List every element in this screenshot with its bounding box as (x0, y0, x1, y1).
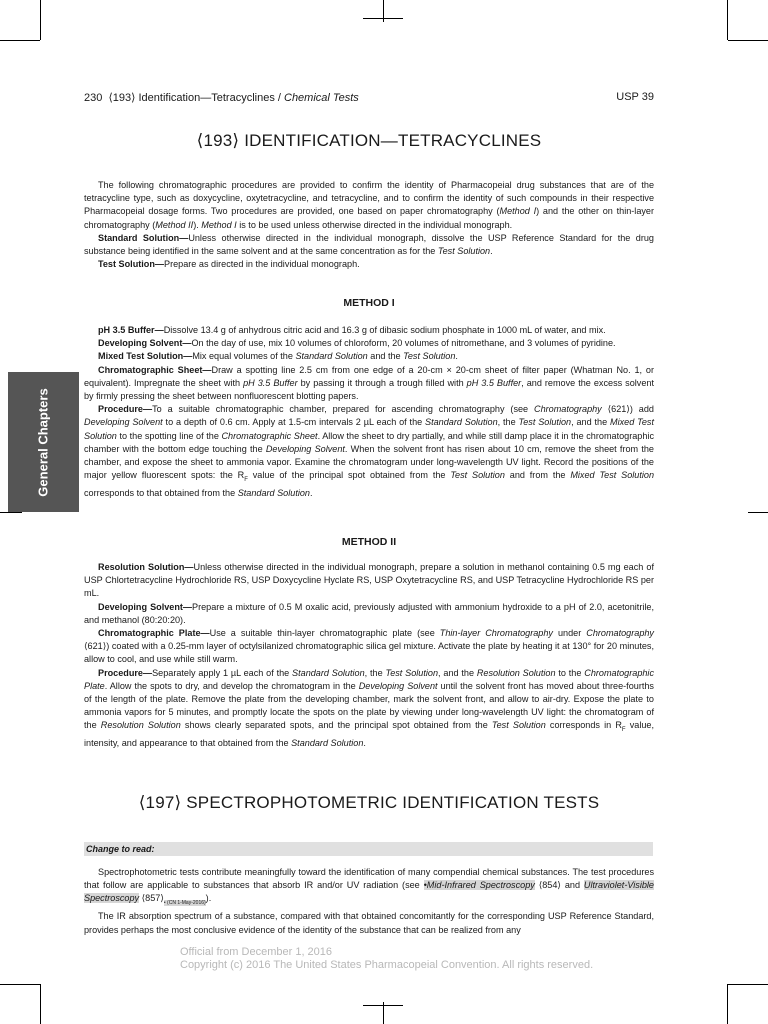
text: corresponds to that obtained from the (84, 488, 238, 499)
chapter-title: ⟨197⟩ SPECTROPHOTOMETRIC IDENTIFICATION TESTS (138, 793, 600, 812)
text: pH 3.5 Buffer (466, 377, 522, 388)
text: corresponds in R (545, 720, 622, 731)
text: is to be used unless otherwise directed in the individual monograph. (236, 219, 513, 230)
crop-mark (40, 984, 41, 1024)
standard-solution-paragraph (84, 232, 654, 258)
term-label: Chromatographic Plate— (98, 628, 210, 639)
test-solution-paragraph (84, 258, 654, 271)
text: Test Solution (403, 351, 456, 362)
text: Prepare a mixture of 0.5 M oxalic acid, previously adjusted with ammonium hydroxide to a pH of 2.0, acetonitrile, and methanol (80:20:20). (84, 601, 654, 625)
chapter-title: ⟨193⟩ IDENTIFICATION—TETRACYCLINES (196, 131, 542, 150)
change-notice: Change to read: (84, 842, 653, 856)
text: Resolution Solution (476, 667, 556, 678)
text: ). (193, 219, 202, 230)
text: to the (555, 667, 585, 678)
text: Developing Solvent (84, 417, 163, 428)
text: Chromatography (534, 404, 602, 415)
crop-mark (363, 18, 403, 19)
text: until the solvent front has moved about three-fourths of the length of the plate. Remove the plate from the developing chamber, mark the solvent front, and allow to air-dry. Expose the plate to ammonia vapors for 5 minutes, and promptly locate the spots on the plate by viewing under long-wavelength UV light: the chromatogram of the (84, 680, 654, 731)
text: . Allow the spots to dry, and develop the chromatogram in the (104, 680, 359, 691)
running-head-left (84, 91, 359, 104)
text: On the day of use, mix 10 volumes of chloroform, 20 volumes of nitromethane, and 3 volumes of pyridine. (191, 338, 616, 349)
crop-mark (0, 40, 40, 41)
text: Use a suitable thin-layer chromatographic plate (see (209, 628, 440, 639)
running-head-chapter: ⟨193⟩ Identification—Tetracyclines / (108, 92, 281, 104)
text: Test Solution (450, 470, 505, 481)
text: value, intensity, and appearance to that obtained from the (84, 720, 655, 749)
crop-mark (728, 984, 768, 985)
text: ⟨854⟩ and (534, 880, 584, 891)
text: Method II (155, 219, 194, 230)
crop-mark (363, 1005, 403, 1006)
text: shows clearly separated spots, and the principal spot obtained from the (180, 720, 492, 731)
spectro-intro-paragraph (84, 866, 654, 910)
running-head (84, 91, 654, 104)
footer-line-official: Official from December 1, 2016 (180, 946, 333, 958)
text: and the (367, 351, 404, 362)
subscript: F (244, 477, 248, 484)
text: value of the principal spot obtained from the (247, 470, 451, 481)
highlighted-link[interactable]: Ultraviolet-Visible Spectroscopy (84, 880, 654, 904)
text: Mixed Test Solution (84, 417, 654, 441)
text: ⟨857⟩ (139, 893, 164, 904)
text: Standard Solution (425, 417, 498, 428)
crop-mark (728, 40, 768, 41)
resolution-solution-paragraph (84, 561, 654, 601)
text: Prepare as directed in the individual monograph. (164, 259, 360, 270)
text: Thin-layer Chromatography (439, 628, 553, 639)
text: ) and the other on thin-layer chromatography ( (84, 206, 655, 230)
subscript: F (621, 727, 626, 734)
crop-mark (748, 512, 768, 513)
text: Test Solution (437, 246, 491, 257)
copyright-footer (180, 946, 593, 972)
crop-mark (727, 0, 728, 40)
text: to a depth of 0.6 cm. Apply at 1.5-cm intervals 2 µL each of the (162, 417, 426, 428)
text: Standard Solution (295, 351, 368, 362)
developing-solvent-paragraph (84, 337, 654, 350)
chromatographic-plate-paragraph (84, 627, 654, 667)
crop-mark (0, 984, 40, 985)
text: pH 3.5 Buffer (243, 377, 298, 388)
text: Test Solution (518, 417, 572, 428)
text: The following chromatographic procedures are provided to confirm the identity of Pharmacopeial drug substances that are of the tetracycline type, such as doxycycline, oxytetracycline, and tetracycline, and to confirm the identity of such compounds in their respective Pharmacopeial dosage forms. Two procedures are provided, one based on paper chromatography ( (84, 180, 654, 217)
running-head-section: Chemical Tests (284, 92, 359, 104)
text: Spectrophotometric tests contribute meaningfully toward the identification of many compendial chemical substances. The test procedures that follow are applicable to substances that absorb IR and/or UV radiation (see (84, 867, 654, 891)
text: Resolution Solution (100, 720, 181, 731)
text: ⟨621⟩) add (601, 404, 654, 415)
procedure-paragraph (84, 667, 654, 751)
buffer-paragraph (84, 324, 654, 337)
intro-paragraph (84, 179, 654, 232)
text: under (552, 628, 587, 639)
text: Unless otherwise directed in the individual monograph, prepare a solution in methanol containing 0.5 mg each of USP Chlortetracycline Hydrochloride RS, USP Doxycycline Hyclate RS, USP Oxytetracycline RS, and USP Tetracycline Hydrochloride RS per mL. (84, 562, 654, 599)
text: Test Solution (491, 720, 546, 731)
term-label: Developing Solvent— (98, 338, 192, 349)
text: Unless otherwise directed in the individual monograph, dissolve the USP Reference Standard for the drug substance being identified in the same solvent and at the same concentration as for the (84, 232, 654, 257)
text: Mixed Test Solution (570, 470, 655, 481)
text: Developing Solvent (265, 443, 345, 454)
text: , the (364, 667, 386, 678)
procedure-paragraph (84, 403, 654, 500)
text: Test Solution (385, 667, 439, 678)
side-tab-label: General Chapters (36, 387, 51, 497)
text: , and the (571, 417, 611, 428)
text: . Allow the sheet to dry partially, and while still damp place it in the chromatographic chamber with the bottom edge touching the (84, 430, 654, 454)
term-label: Standard Solution— (98, 232, 189, 243)
term-label: Mixed Test Solution— (98, 351, 193, 362)
term-label: pH 3.5 Buffer— (98, 325, 164, 335)
text: Method I (201, 219, 237, 230)
text: Standard Solution (292, 667, 365, 678)
intro-section (84, 179, 654, 271)
highlighted-link[interactable]: •Mid-Infrared Spectroscopy (423, 880, 535, 891)
text: , and the (438, 667, 477, 678)
method1-section (84, 324, 654, 500)
term-label: Procedure— (98, 667, 153, 678)
text: Mix equal volumes of the (192, 351, 296, 362)
term-label: Resolution Solution— (98, 562, 194, 572)
text: . (310, 488, 313, 499)
crop-mark (727, 984, 728, 1024)
text: , and remove the excess solvent by firmly pressing the sheet between nonfluorescent blotting papers. (84, 377, 654, 402)
text: Chromatographic Sheet (221, 430, 318, 441)
text: Separately apply 1 µL each of the (152, 667, 293, 678)
text: and from the (504, 470, 571, 481)
text: , the (497, 417, 519, 428)
mixed-test-solution-paragraph (84, 350, 654, 363)
text: Draw a spotting line 2.5 cm from one edge of a 20-cm × 20-cm sheet of filter paper (Whatman No. 1, or equivalent). Impregnate the sheet with (84, 364, 655, 388)
crop-mark (0, 512, 22, 513)
text: . (363, 738, 366, 749)
footer-line-copyright: Copyright (c) 2016 The United States Pharmacopeial Convention. All rights reserved. (180, 959, 594, 971)
revision-mark: • (CN 1-May-2016) (163, 900, 206, 907)
text: Standard Solution (291, 738, 364, 749)
side-tab (8, 372, 79, 512)
text: ⟨621⟩) coated with a 0.25-mm layer of octylsilanized chromatographic silica gel mixture. Activate the plate by heating it at 130° for 20 minutes, allow to cool, and use while still warm. (84, 641, 654, 665)
method2-section (84, 561, 654, 751)
term-label: Chromatographic Sheet— (98, 364, 212, 375)
crop-mark (40, 0, 41, 40)
ir-paragraph (84, 910, 654, 936)
text: Standard Solution (237, 488, 310, 499)
text: to the spotting line of the (116, 430, 222, 441)
text: . (455, 351, 458, 362)
text: . (490, 246, 493, 257)
text: by passing it through a trough filled with (297, 377, 467, 388)
term-label: Test Solution— (98, 259, 165, 270)
text: Method I (499, 206, 537, 217)
page-number: 230 (84, 92, 103, 104)
running-head-right: USP 39 (616, 91, 654, 103)
text: Chromatographic Plate (84, 667, 655, 691)
developing-solvent-paragraph (84, 601, 654, 627)
spectro-section (84, 866, 654, 937)
text: . When the solvent front has risen about 10 cm, remove the sheet from the chamber, and expose the sheet to ammonia vapor. Examine the chromatogram under long-wavelength UV light. Record the positions of the major yellow fluorescent spots: the R (84, 443, 654, 481)
method-heading: METHOD II (341, 536, 397, 548)
text: ). (205, 893, 212, 904)
term-label: Developing Solvent— (98, 601, 193, 612)
text: The IR absorption spectrum of a substance, compared with that obtained concomitantly for the corresponding USP Reference Standard, provides perhaps the most conclusive evidence of the identity of the substance that can be realized from any (84, 911, 654, 935)
method-heading: METHOD I (343, 297, 395, 309)
text: Developing Solvent (358, 680, 438, 691)
text: Dissolve 13.4 g of anhydrous citric acid and 16.3 g of dibasic sodium phosphate in 1000 mL of water, and mix. (163, 325, 606, 335)
chromatographic-sheet-paragraph (84, 364, 654, 404)
text: Chromatography (586, 628, 654, 639)
term-label: Procedure— (98, 404, 153, 415)
text: To a suitable chromatographic chamber, prepared for ascending chromatography (see (152, 404, 534, 415)
